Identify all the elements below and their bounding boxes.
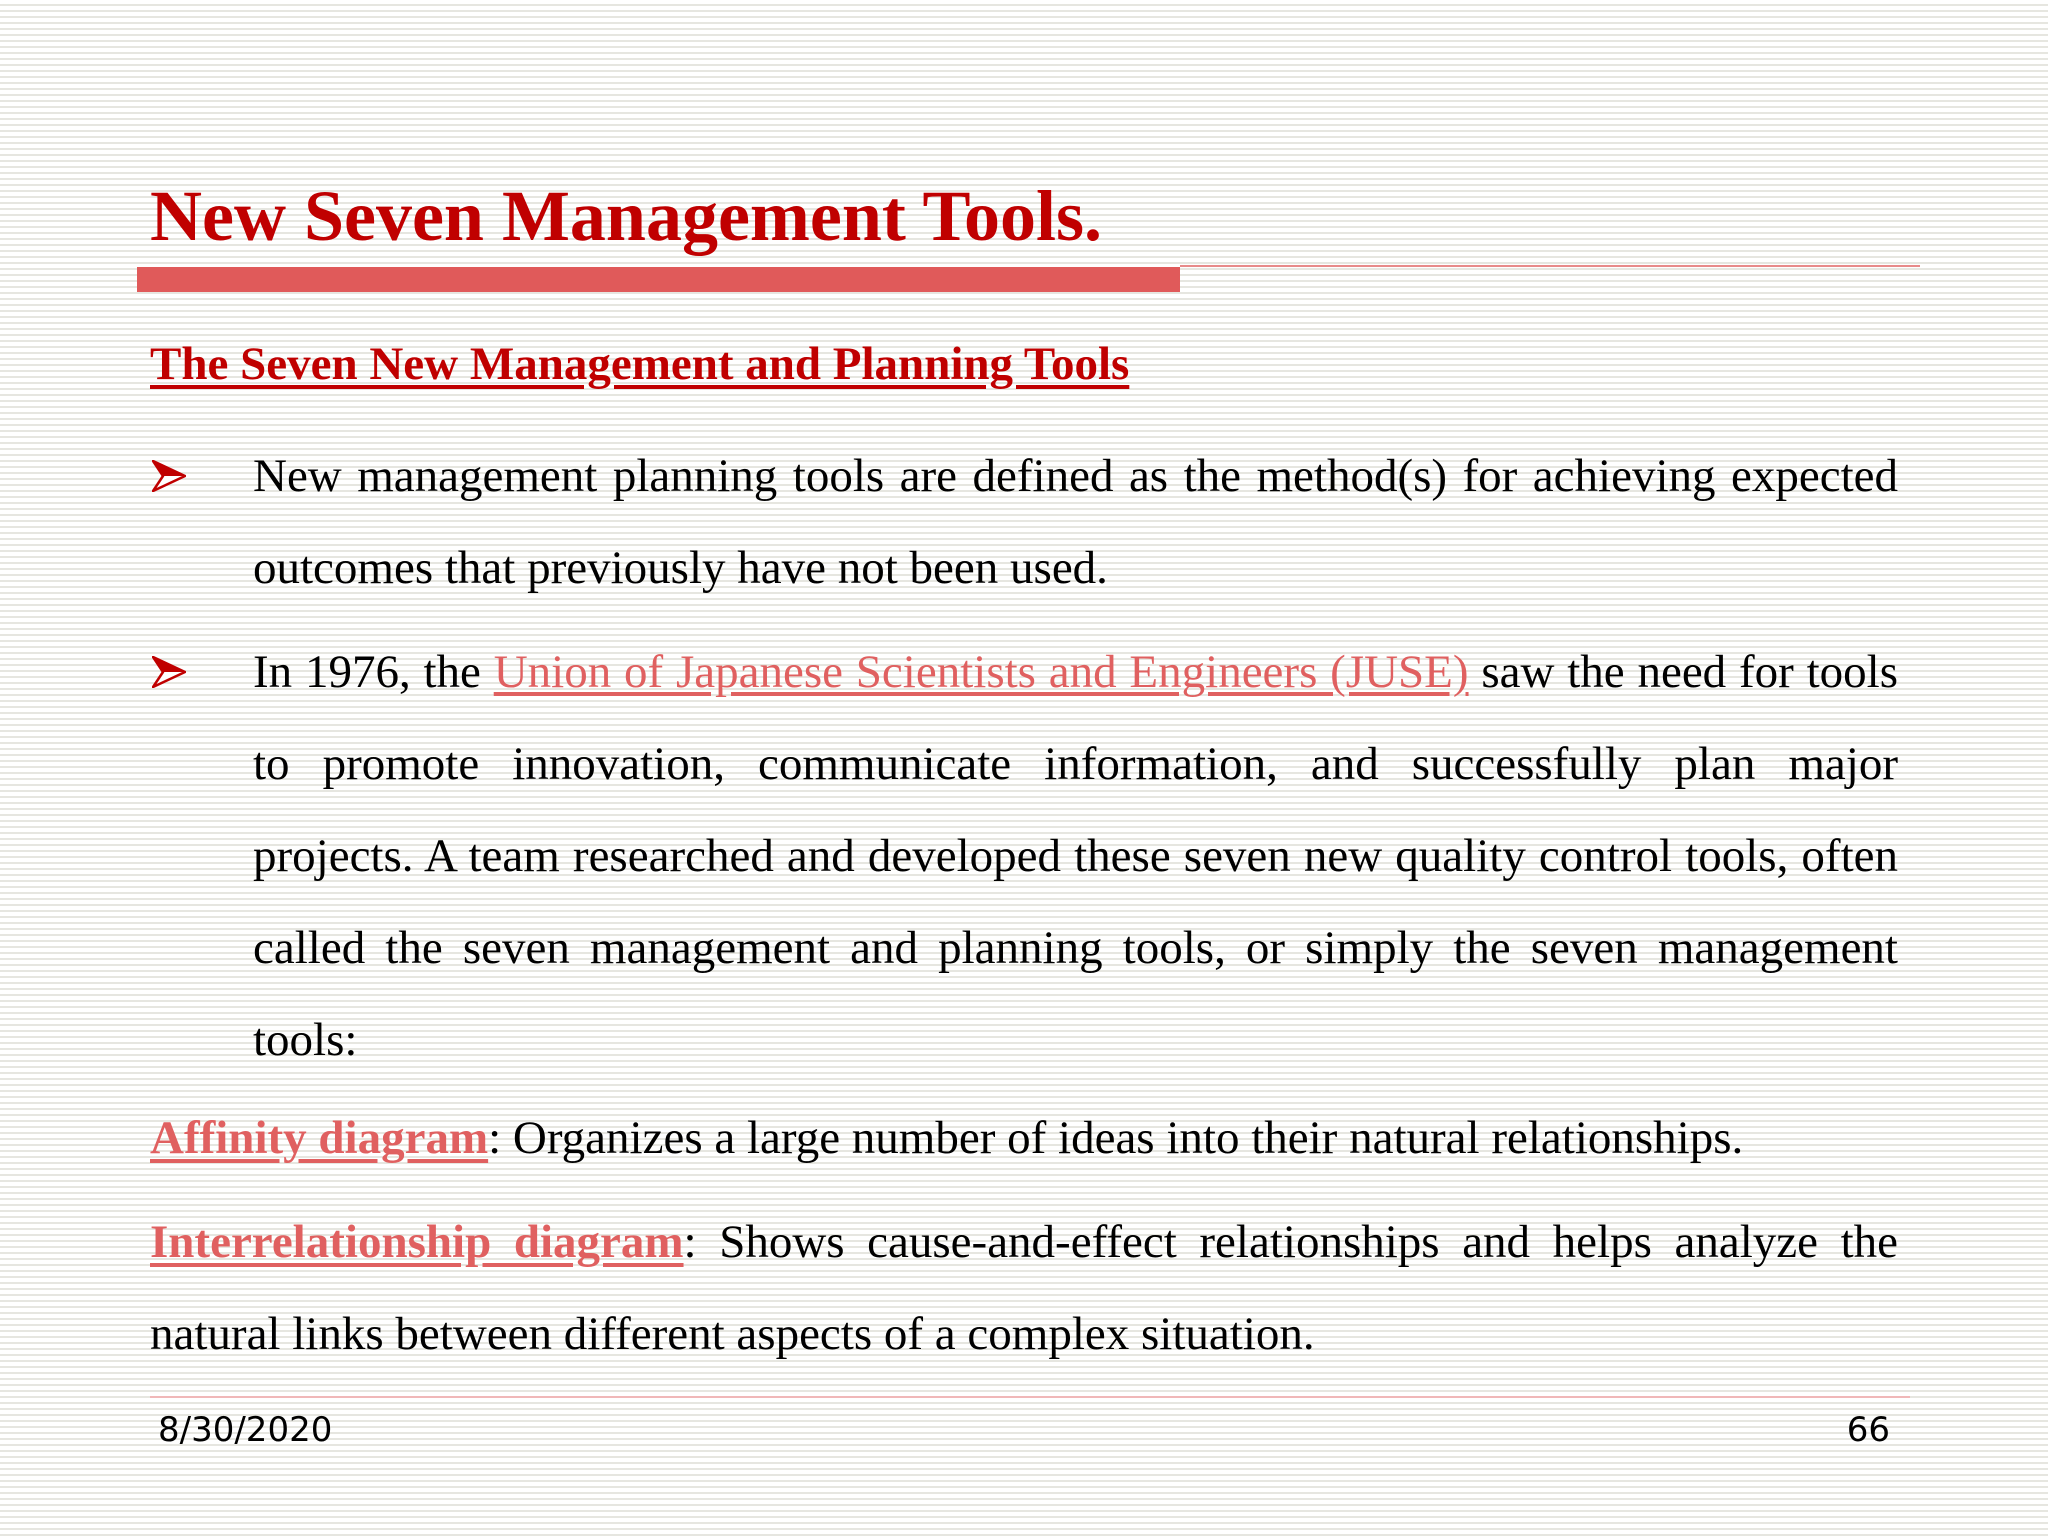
definition-interrelationship [150, 1196, 1898, 1380]
bullet-item [150, 430, 1898, 614]
definition-text: : Organizes a large number of ideas into their natural relationships. [488, 1112, 1744, 1164]
definition-affinity [150, 1092, 1898, 1184]
bullet-text-suffix: saw the need for tools to promote innovation, communicate information, and successfully plan major projects. A team researched and developed these seven new quality control tools, often called the seven management and planning tools, or simply the seven management tools: [253, 646, 1898, 1066]
slide-title: New Seven Management Tools. [150, 176, 1102, 256]
affinity-diagram-link[interactable]: Affinity diagram [150, 1112, 489, 1164]
title-underline-thin [1180, 265, 1920, 267]
definition-text: : Shows cause-and-effect relationships and helps analyze the natural links between different aspects of a complex situation. [150, 1216, 1898, 1360]
juse-link[interactable]: Union of Japanese Scientists and Engineers (JUSE) [493, 646, 1469, 698]
bullet-item [150, 626, 1898, 1086]
arrow-bullet-icon [150, 430, 190, 522]
bullet-text-prefix: In 1976, the [253, 646, 494, 698]
bullet-list [150, 430, 1898, 1098]
footer-divider [150, 1396, 1910, 1398]
footer-date: 8/30/2020 [158, 1410, 333, 1450]
title-underline-thick [137, 267, 1180, 292]
interrelationship-diagram-link[interactable]: Interrelationship diagram [150, 1216, 684, 1268]
section-heading: The Seven New Management and Planning Tools [150, 338, 1130, 390]
bullet-text: New management planning tools are defined as the method(s) for achieving expected outcomes that previously have not been used. [253, 450, 1898, 594]
page-number: 66 [1846, 1410, 1890, 1450]
arrow-bullet-icon [150, 626, 190, 718]
